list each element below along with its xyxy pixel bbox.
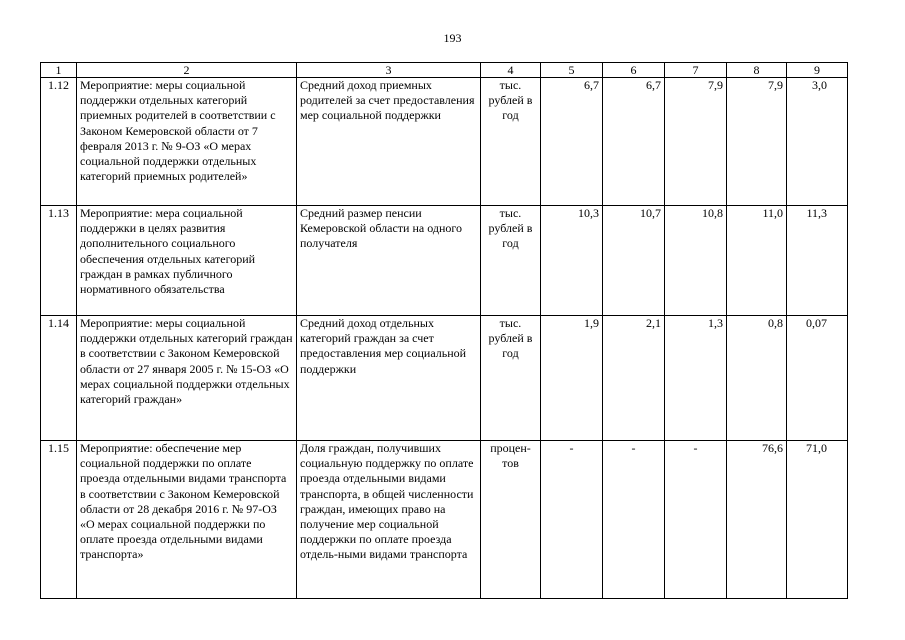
value-col-7: 1,3	[665, 316, 727, 441]
value-col-5: 6,7	[541, 78, 603, 206]
value-col-6: 6,7	[603, 78, 665, 206]
unit-of-measure: тыс. рублей в год	[481, 78, 541, 206]
column-header: 8	[727, 63, 787, 78]
row-number: 1.15	[41, 441, 77, 599]
row-number: 1.12	[41, 78, 77, 206]
event-description: Мероприятие: меры социальной поддержки отдельных категорий приемных родителей в соответствии с Законом Кемеровской области от 7 февраля 2013 г. № 9-ОЗ «О мерах социальной поддержки отдельных категорий приемных родителей»	[77, 78, 297, 206]
value-col-9: 71,0	[787, 441, 848, 599]
event-description: Мероприятие: меры социальной поддержки отдельных категорий граждан в соответствии с Законом Кемеровской области от 27 января 2005 г. № 15-ОЗ «О мерах социальной поддержки отдельных категорий граждан»	[77, 316, 297, 441]
value-col-5: -	[541, 441, 603, 599]
table-row	[41, 441, 848, 599]
value-col-6: 2,1	[603, 316, 665, 441]
value-col-8: 11,0	[727, 206, 787, 316]
value-col-7: 7,9	[665, 78, 727, 206]
column-header: 1	[41, 63, 77, 78]
unit-of-measure: тыс. рублей в год	[481, 316, 541, 441]
column-header: 3	[297, 63, 481, 78]
value-col-6: 10,7	[603, 206, 665, 316]
unit-of-measure: процен-тов	[481, 441, 541, 599]
table-row	[41, 316, 848, 441]
indicators-table	[40, 62, 848, 599]
column-header: 7	[665, 63, 727, 78]
value-col-9: 0,07	[787, 316, 848, 441]
table-header-row	[41, 63, 848, 78]
event-description: Мероприятие: мера социальной поддержки в целях развития дополнительного социального обеспечения отдельных категорий граждан в рамках публичного нормативного обязательства	[77, 206, 297, 316]
indicator-name: Средний доход приемных родителей за счет предоставления мер социальной поддержки	[297, 78, 481, 206]
value-col-6: -	[603, 441, 665, 599]
value-col-7: 10,8	[665, 206, 727, 316]
value-col-7: -	[665, 441, 727, 599]
value-col-5: 10,3	[541, 206, 603, 316]
unit-of-measure: тыс. рублей в год	[481, 206, 541, 316]
value-col-8: 0,8	[727, 316, 787, 441]
value-col-8: 7,9	[727, 78, 787, 206]
event-description: Мероприятие: обеспечение мер социальной поддержки по оплате проезда отдельными видами транспорта в соответствии с Законом Кемеровской области от 28 декабря 2016 г. № 97-ОЗ «О мерах социальной поддержки по оплате проезда отдельными видами транспорта»	[77, 441, 297, 599]
indicator-name: Средний доход отдельных категорий граждан за счет предоставления мер социальной поддержки	[297, 316, 481, 441]
value-col-9: 11,3	[787, 206, 848, 316]
row-number: 1.14	[41, 316, 77, 441]
column-header: 4	[481, 63, 541, 78]
column-header: 5	[541, 63, 603, 78]
table-row	[41, 206, 848, 316]
indicator-name: Средний размер пенсии Кемеровской области на одного получателя	[297, 206, 481, 316]
column-header: 9	[787, 63, 848, 78]
row-number: 1.13	[41, 206, 77, 316]
column-header: 6	[603, 63, 665, 78]
table-row	[41, 78, 848, 206]
column-header: 2	[77, 63, 297, 78]
value-col-9: 3,0	[787, 78, 848, 206]
value-col-5: 1,9	[541, 316, 603, 441]
indicator-name: Доля граждан, получивших социальную поддержку по оплате проезда отдельными видами транспорта, в общей численности граждан, имеющих право на получение мер социальной поддержки по оплате проезда отдель-ными видами транспорта	[297, 441, 481, 599]
page-number: 193	[443, 31, 462, 45]
value-col-8: 76,6	[727, 441, 787, 599]
